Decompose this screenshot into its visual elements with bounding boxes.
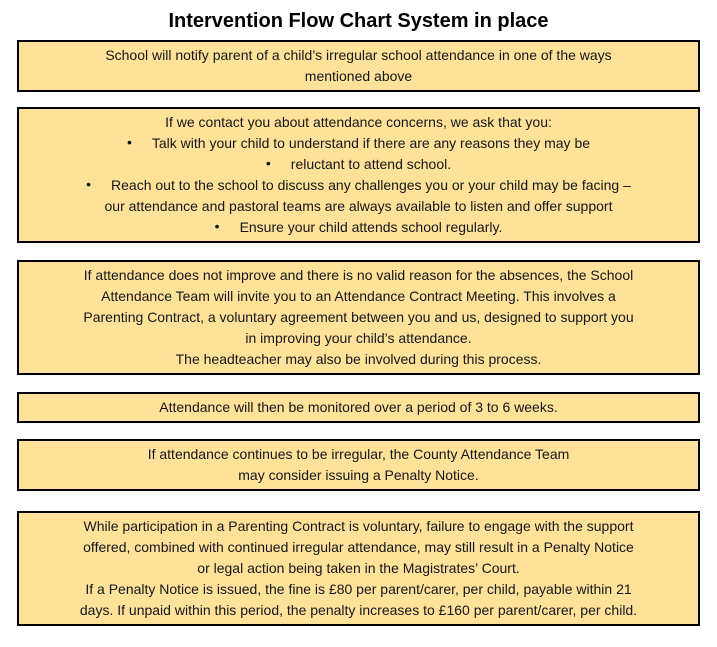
- text-line: [27, 175, 690, 196]
- text-line: [27, 133, 690, 154]
- text-line: While participation in a Parenting Contract is voluntary, failure to engage with the support: [83, 518, 634, 534]
- text-line: The headteacher may also be involved during this process.: [175, 351, 542, 367]
- bullet-item-text: Reach out to the school to discuss any challenges you or your child may be facing –: [111, 177, 631, 193]
- text-line: [27, 217, 690, 238]
- text-line: or legal action being taken in the Magistrates’ Court.: [197, 560, 520, 576]
- page-title: Intervention Flow Chart System in place: [168, 10, 549, 32]
- text-line: mentioned above: [304, 68, 413, 84]
- flow-box-penalty-notice-consideration: [17, 439, 700, 491]
- text-line: may consider issuing a Penalty Notice.: [238, 467, 479, 483]
- bullet-icon: •: [265, 155, 271, 171]
- text-line: If we contact you about attendance concerns, we ask that you:: [165, 114, 552, 130]
- flow-box-monitoring-period: [17, 392, 700, 423]
- text-line: If a Penalty Notice is issued, the fine is £80 per parent/carer, per child, payable within 21: [85, 581, 632, 597]
- text-line: [27, 154, 690, 175]
- text-line: offered, combined with continued irregular attendance, may still result in a Penalty Notice: [83, 539, 634, 555]
- bullet-item-text: Talk with your child to understand if there are any reasons they may be: [151, 135, 591, 151]
- text-line: If attendance does not improve and there is no valid reason for the absences, the School: [83, 267, 634, 283]
- bullet-icon: •: [126, 134, 132, 150]
- bullet-icon: •: [214, 218, 220, 234]
- text-line: School will notify parent of a child’s irregular school attendance in one of the ways: [105, 47, 612, 63]
- flow-box-attendance-contract-meeting: [17, 260, 700, 375]
- text-line: our attendance and pastoral teams are always available to listen and offer support: [104, 198, 613, 214]
- text-line: If attendance continues to be irregular, the County Attendance Team: [147, 446, 570, 462]
- bullet-item-text: Ensure your child attends school regularly.: [239, 219, 503, 235]
- text-line: in improving your child’s attendance.: [245, 330, 472, 346]
- bullet-item-text: reluctant to attend school.: [290, 156, 452, 172]
- text-line: Attendance will then be monitored over a period of 3 to 6 weeks.: [159, 399, 558, 415]
- flow-box-contact-expectations: [17, 107, 700, 243]
- text-line: Parenting Contract, a voluntary agreement between you and us, designed to support you: [83, 309, 634, 325]
- bullet-icon: •: [86, 176, 92, 192]
- text-line: Attendance Team will invite you to an Attendance Contract Meeting. This involves a: [101, 288, 616, 304]
- text-line: days. If unpaid within this period, the penalty increases to £160 per parent/carer, per child.: [79, 602, 638, 618]
- flow-box-penalty-notice-details: [17, 511, 700, 626]
- flow-box-notify-parent: [17, 40, 700, 92]
